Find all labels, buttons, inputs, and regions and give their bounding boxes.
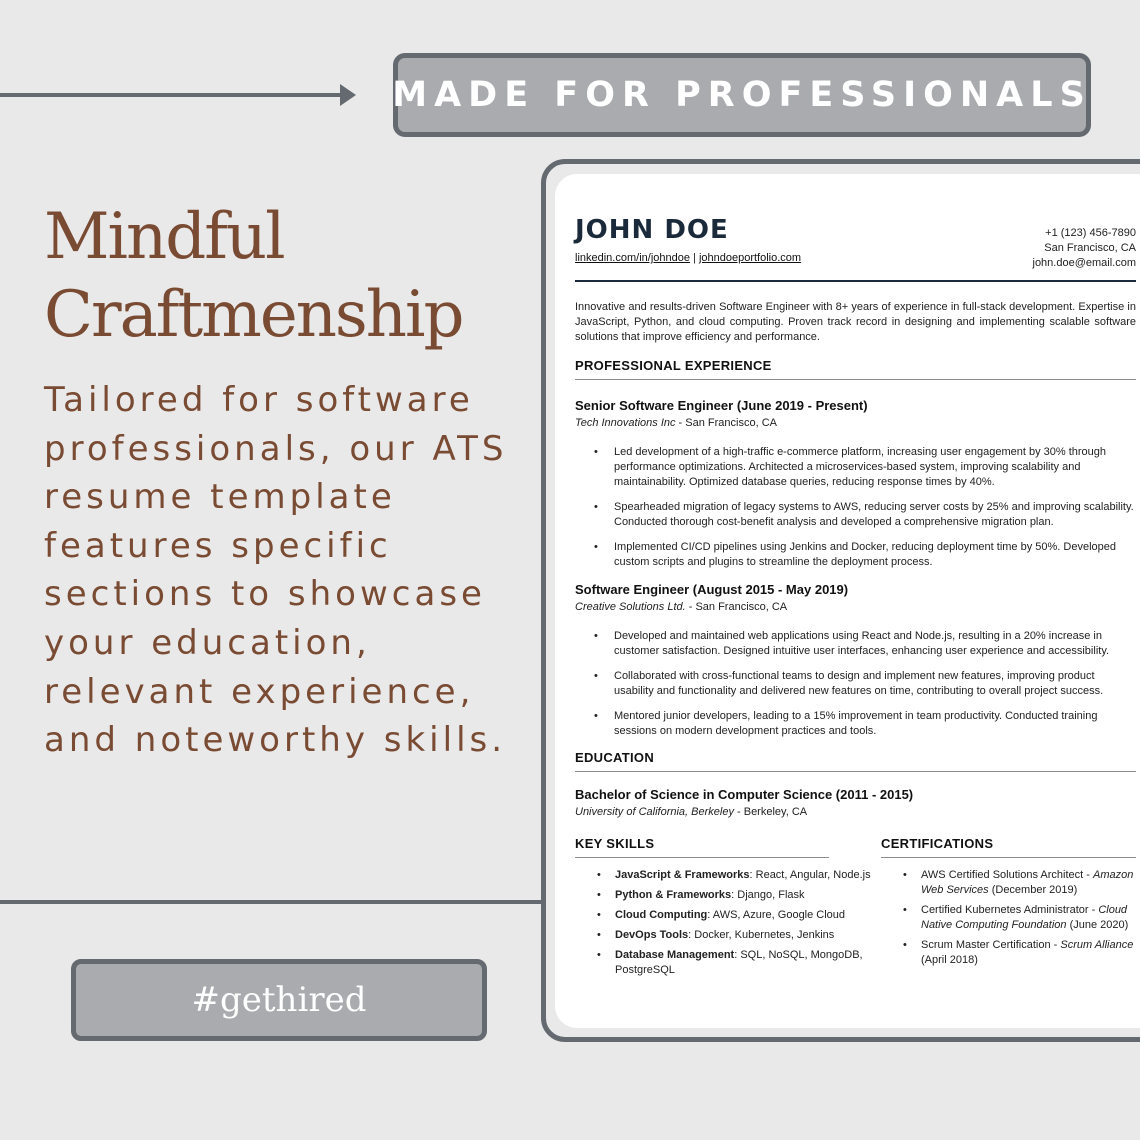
skill-item	[615, 928, 885, 943]
job-title: Software Engineer (August 2015 - May 2019)	[575, 582, 849, 597]
school-line	[575, 806, 1136, 818]
job-entry	[575, 582, 1136, 613]
company-location: - San Francisco, CA	[675, 417, 777, 429]
job-company	[575, 417, 1136, 429]
company-name: Creative Solutions Ltd.	[575, 601, 686, 613]
skill-label: Cloud Computing	[615, 909, 708, 921]
cert-date: (June 2020)	[1066, 919, 1129, 931]
contact-email: john.doe@email.com	[1032, 257, 1136, 269]
bullet-item: • Led development of a high-traffic e-commerce platform, increasing user engagement by 30% through performance optimizations. Architected a microservices-based system, improving scalability and maintainability. Optimized database queries, reducing response times by 40%.	[614, 445, 1134, 490]
hashtag-badge	[71, 959, 487, 1041]
cert-name: Scrum Master Certification -	[921, 939, 1061, 951]
skill-item	[615, 868, 885, 883]
skill-value: : React, Angular, Node.js	[749, 869, 871, 881]
divider-line	[0, 900, 545, 904]
experience-heading: PROFESSIONAL EXPERIENCE	[575, 358, 1136, 380]
bullet-item: • Implemented CI/CD pipelines using Jenkins and Docker, reducing deployment time by 50%. Developed custom scripts and plugins to streamline the deployment process.	[614, 540, 1134, 570]
skill-label: JavaScript & Frameworks	[615, 869, 750, 881]
bullet-item: • Collaborated with cross-functional teams to design and implement new features, improving product usability and functionality and delivered new features on time, contributing to overall project success.	[614, 669, 1134, 699]
hashtag-label: #gethired	[191, 980, 367, 1020]
cert-issuer: Amazon Web Services	[921, 869, 1134, 896]
education-entry	[575, 787, 1136, 818]
company-name: Tech Innovations Inc	[575, 417, 676, 429]
cert-name: Certified Kubernetes Administrator -	[921, 904, 1099, 916]
degree-title: Bachelor of Science in Computer Science (2011 - 2015)	[575, 787, 914, 802]
certifications-list	[921, 868, 1136, 973]
banner-label: MADE FOR PROFESSIONALS	[392, 75, 1092, 115]
skill-value: : Django, Flask	[731, 889, 805, 901]
resume-name: JOHN DOE	[575, 215, 729, 245]
headline-line-1: Mindful	[44, 200, 284, 274]
resume-contact	[1033, 226, 1137, 271]
arrow-right-icon	[340, 84, 356, 106]
skill-label: Python & Frameworks	[615, 889, 732, 901]
cert-issuer: Cloud Native Computing Foundation	[921, 904, 1128, 931]
linkedin-link[interactable]: linkedin.com/in/johndoe	[575, 252, 690, 264]
school-location: - Berkeley, CA	[733, 806, 808, 818]
job-bullets	[614, 445, 1134, 570]
job-title: Senior Software Engineer (June 2019 - Present)	[575, 398, 868, 413]
job-company	[575, 601, 1136, 613]
education-heading: EDUCATION	[575, 750, 1136, 772]
skills-list	[615, 868, 885, 983]
cert-name: AWS Certified Solutions Architect -	[921, 869, 1093, 881]
certifications-heading: CERTIFICATIONS	[881, 836, 1136, 858]
skill-value: : SQL, NoSQL, MongoDB, PostgreSQL	[615, 949, 863, 976]
skill-item	[615, 888, 885, 903]
bullet-item: • Spearheaded migration of legacy systems to AWS, reducing server costs by 25% and improving scalability. Conducted thorough cost-benefit analysis and developed a comprehensive migration plan.	[614, 500, 1134, 530]
certification-item	[921, 903, 1136, 933]
cert-date: (April 2018)	[921, 954, 978, 966]
company-location: - San Francisco, CA	[685, 601, 788, 613]
skill-item	[615, 948, 885, 978]
cert-date: (December 2019)	[988, 884, 1078, 896]
job-entry	[575, 398, 1136, 429]
headline	[44, 198, 462, 354]
skill-label: DevOps Tools	[615, 929, 689, 941]
resume-summary: Innovative and results-driven Software Engineer with 8+ years of experience in full-stack development. Expertise in JavaScript, Python, and cloud computing. Proven track record in designing and implementing scalable software solutions that improve efficiency and performance.	[575, 301, 1136, 343]
skill-item	[615, 908, 885, 923]
certification-item	[921, 868, 1136, 898]
job-bullets	[614, 629, 1134, 739]
contact-phone: +1 (123) 456-7890	[1045, 227, 1136, 239]
link-separator: |	[693, 252, 696, 264]
skill-value: : AWS, Azure, Google Cloud	[707, 909, 846, 921]
cert-issuer: Scrum Alliance	[1060, 939, 1134, 951]
arrow-line	[0, 93, 345, 97]
portfolio-link[interactable]: johndoeportfolio.com	[698, 252, 802, 264]
made-for-professionals-banner	[393, 53, 1091, 137]
resume-page	[555, 174, 1140, 1028]
school-name: University of California, Berkeley	[575, 806, 734, 818]
certification-item	[921, 938, 1136, 968]
skill-value: : Docker, Kubernetes, Jenkins	[688, 929, 835, 941]
bullet-item: • Mentored junior developers, leading to a 15% improvement in team productivity. Conducted training sessions on modern development practices and tools.	[614, 709, 1134, 739]
header-rule	[575, 280, 1136, 282]
contact-location: San Francisco, CA	[1044, 242, 1136, 254]
headline-line-2: Craftmenship	[44, 278, 463, 352]
tagline: Tailored for software professionals, our ATS resume template features specific sections to showcase your education, relevant experience, and noteworthy skills.	[44, 380, 508, 761]
skill-label: Database Management	[615, 949, 735, 961]
skills-heading: KEY SKILLS	[575, 836, 829, 858]
bullet-item: • Developed and maintained web applications using React and Node.js, resulting in a 20% increase in customer satisfaction. Designed intuitive user interfaces, enhancing user experience and accessibility.	[614, 629, 1134, 659]
resume-links	[575, 252, 801, 264]
